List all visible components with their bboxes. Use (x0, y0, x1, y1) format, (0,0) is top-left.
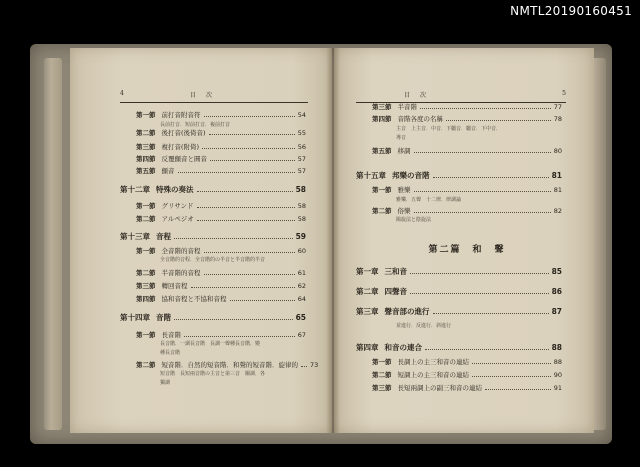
toc-title: 轉回音程 (161, 282, 188, 290)
toc-title: 後打音(後倚音) (161, 129, 206, 137)
toc-page-number: 64 (297, 295, 306, 303)
toc-note: 雅樂．五聲 十二律．律調論 (396, 197, 462, 203)
toc-number: 第一章 (356, 267, 379, 276)
toc-chapter (120, 184, 306, 195)
toc-part-title: 第二篇 和 聲 (428, 245, 506, 255)
toc-page-number: 54 (297, 111, 306, 119)
toc-title: 半音階 (397, 103, 417, 111)
toc-title: 短調上の主三和音の連結 (397, 371, 469, 379)
toc-chapter (356, 306, 562, 317)
toc-number: 第二章 (356, 287, 379, 296)
toc-number: 第十三章 (120, 232, 150, 241)
toc-chapter (356, 170, 562, 181)
toc-page-number: 82 (553, 207, 562, 215)
toc-leader-dots (197, 207, 295, 208)
toc-title: 複打音(附倚) (161, 143, 200, 151)
right-running-head: 目次 (404, 92, 437, 99)
right-page-number: 5 (562, 90, 566, 97)
toc-number: 第一節 (136, 111, 156, 119)
toc-number: 第二節 (136, 215, 156, 223)
toc-leader-dots (472, 363, 551, 364)
toc-number: 第五節 (136, 167, 156, 175)
toc-title: 俗樂 (397, 207, 411, 215)
toc-section (372, 185, 562, 194)
toc-page-number: 57 (297, 167, 306, 175)
toc-page-number: 77 (553, 103, 562, 111)
toc-note: 並進行．反進行．斜進行 (396, 323, 452, 329)
toc-section (136, 360, 319, 369)
toc-section (136, 142, 306, 151)
toc-leader-dots (446, 120, 551, 121)
toc-page-number: 60 (297, 247, 306, 255)
left-page-number: 4 (120, 90, 124, 97)
toc-number: 第一節 (372, 358, 392, 366)
toc-note: 長音階．一調長音階 長調一聲種長音階．變 (160, 341, 261, 347)
book-gutter (326, 48, 340, 433)
toc-leader-dots (174, 238, 293, 239)
toc-note: 陽旋法と陰旋法 (396, 217, 432, 223)
toc-section (372, 357, 562, 366)
toc-page-number: 91 (553, 384, 562, 392)
toc-page-number: 73 (310, 361, 319, 369)
toc-number: 第四節 (372, 115, 392, 123)
toc-leader-dots (184, 336, 295, 337)
toc-leader-dots (210, 160, 295, 161)
toc-leader-dots (174, 319, 293, 320)
toc-number: 第十五章 (356, 171, 386, 180)
toc-number: 第一節 (136, 331, 156, 339)
toc-section (136, 128, 306, 137)
left-page-block (44, 58, 62, 430)
toc-note: 長前打音．短前打音．複前打音 (160, 122, 231, 128)
toc-page-number: 78 (553, 115, 562, 123)
toc-title: 全音階的音程 (161, 247, 201, 255)
toc-chapter (356, 266, 562, 277)
toc-number: 第四節 (136, 155, 156, 163)
toc-title: 雅樂 (397, 186, 411, 194)
toc-section (372, 146, 562, 155)
toc-leader-dots (414, 152, 551, 153)
toc-number: 第二節 (136, 361, 156, 369)
toc-section (372, 102, 562, 111)
toc-chapter (120, 312, 306, 323)
toc-number: 第一節 (136, 202, 156, 210)
toc-page-number: 55 (297, 129, 306, 137)
toc-page-number: 62 (297, 282, 306, 290)
toc-title: 音階 (156, 313, 171, 322)
toc-number: 第三章 (356, 307, 379, 316)
toc-number: 第二節 (136, 129, 156, 137)
toc-section (136, 281, 306, 290)
toc-chapter (356, 342, 562, 353)
toc-page-number: 67 (297, 331, 306, 339)
toc-section (136, 268, 306, 277)
toc-page-number: 88 (553, 358, 562, 366)
toc-section (136, 330, 306, 339)
toc-leader-dots (209, 134, 295, 135)
toc-leader-dots (197, 220, 295, 221)
toc-note: 獨調 (160, 380, 171, 386)
toc-chapter (120, 231, 306, 242)
toc-chapter (356, 286, 562, 297)
toc-number: 第一節 (136, 247, 156, 255)
toc-page-number: 85 (551, 267, 562, 276)
toc-number: 第五節 (372, 147, 392, 155)
toc-number: 第一節 (372, 186, 392, 194)
toc-note: 導音 (396, 135, 407, 141)
toc-page-number: 58 (297, 215, 306, 223)
toc-leader-dots (202, 148, 295, 149)
toc-page-number: 81 (551, 171, 562, 180)
toc-title: 音程 (156, 232, 171, 241)
toc-number: 第二節 (372, 371, 392, 379)
toc-page-number: 87 (551, 307, 562, 316)
toc-number: 第三節 (136, 282, 156, 290)
toc-note: 短音階 長短兩音階の主音と第三音 關調．各 (160, 371, 266, 377)
accession-label: NMTL20190160451 (510, 4, 632, 18)
toc-leader-dots (178, 172, 295, 173)
toc-section (136, 110, 306, 119)
toc-title: グリサンド (161, 202, 194, 210)
toc-section (136, 201, 306, 210)
toc-leader-dots (414, 191, 551, 192)
left-page (70, 48, 332, 433)
left-toc (70, 48, 332, 433)
toc-title: 聲音部の進行 (384, 307, 430, 316)
toc-section (372, 383, 562, 392)
toc-note: 種長音階 (160, 350, 181, 356)
toc-leader-dots (204, 274, 295, 275)
toc-number: 第十四章 (120, 313, 150, 322)
toc-leader-dots (485, 389, 551, 390)
toc-title: 短音階．自然的短音階．和聲的短音階．旋律的 (161, 361, 298, 369)
toc-section (372, 114, 562, 123)
toc-page-number: 59 (295, 232, 306, 241)
toc-leader-dots (420, 108, 551, 109)
toc-title: 和音の連合 (384, 343, 422, 352)
toc-leader-dots (301, 366, 307, 367)
toc-section (136, 214, 306, 223)
toc-number: 第二節 (372, 207, 392, 215)
toc-page-number: 86 (551, 287, 562, 296)
toc-title: 反覆顫音と圓音 (161, 155, 207, 163)
toc-leader-dots (425, 349, 549, 350)
toc-title: 長音階 (161, 331, 181, 339)
toc-part-heading (372, 242, 562, 255)
toc-leader-dots (433, 313, 549, 314)
toc-page-number: 56 (297, 143, 306, 151)
toc-page-number: 65 (295, 313, 306, 322)
toc-leader-dots (472, 376, 551, 377)
toc-page-number: 58 (297, 202, 306, 210)
toc-leader-dots (410, 293, 549, 294)
toc-title: 長短兩調上の副三和音の連結 (397, 384, 482, 392)
toc-title: 移調 (397, 147, 411, 155)
toc-number: 第三節 (372, 103, 392, 111)
left-running-head: 目次 (190, 92, 223, 99)
toc-title: 特殊の奏法 (156, 185, 194, 194)
toc-page-number: 81 (553, 186, 562, 194)
toc-leader-dots (191, 287, 295, 288)
toc-section (136, 154, 306, 163)
toc-leader-dots (197, 191, 293, 192)
right-toc (334, 48, 594, 433)
toc-section (136, 294, 306, 303)
toc-page-number: 61 (297, 269, 306, 277)
toc-page-number: 88 (551, 343, 562, 352)
toc-section (136, 246, 306, 255)
toc-leader-dots (410, 273, 549, 274)
toc-title: 音階各度の名稱 (397, 115, 443, 123)
toc-page-number: 90 (553, 371, 562, 379)
toc-leader-dots (204, 252, 295, 253)
toc-title: 邦樂の音階 (392, 171, 430, 180)
toc-number: 第三節 (372, 384, 392, 392)
toc-number: 第二節 (136, 269, 156, 277)
toc-title: 三和音 (384, 267, 407, 276)
toc-page-number: 58 (295, 185, 306, 194)
toc-number: 第十二章 (120, 185, 150, 194)
toc-title: 前打音附音符 (161, 111, 201, 119)
toc-title: アルペジオ (161, 215, 194, 223)
toc-leader-dots (414, 212, 551, 213)
toc-page-number: 80 (553, 147, 562, 155)
toc-title: 協和音程と不協和音程 (161, 295, 227, 303)
toc-section (136, 166, 306, 175)
toc-leader-dots (433, 177, 549, 178)
toc-number: 第四節 (136, 295, 156, 303)
toc-title: 四聲音 (384, 287, 407, 296)
toc-leader-dots (204, 116, 295, 117)
toc-title: 長調上の主三和音の連結 (397, 358, 469, 366)
toc-note: 全音階的音程．全音階的の半音と半音階的半音 (160, 257, 266, 263)
toc-note: 主音 上主音．中音．下屬音．屬音．下中音． (396, 126, 502, 132)
toc-leader-dots (230, 300, 295, 301)
toc-title: 顫音 (161, 167, 175, 175)
toc-section (372, 370, 562, 379)
toc-title: 半音階的音程 (161, 269, 201, 277)
right-page (334, 48, 594, 433)
toc-section (372, 206, 562, 215)
toc-page-number: 57 (297, 155, 306, 163)
toc-number: 第三節 (136, 143, 156, 151)
toc-number: 第四章 (356, 343, 379, 352)
